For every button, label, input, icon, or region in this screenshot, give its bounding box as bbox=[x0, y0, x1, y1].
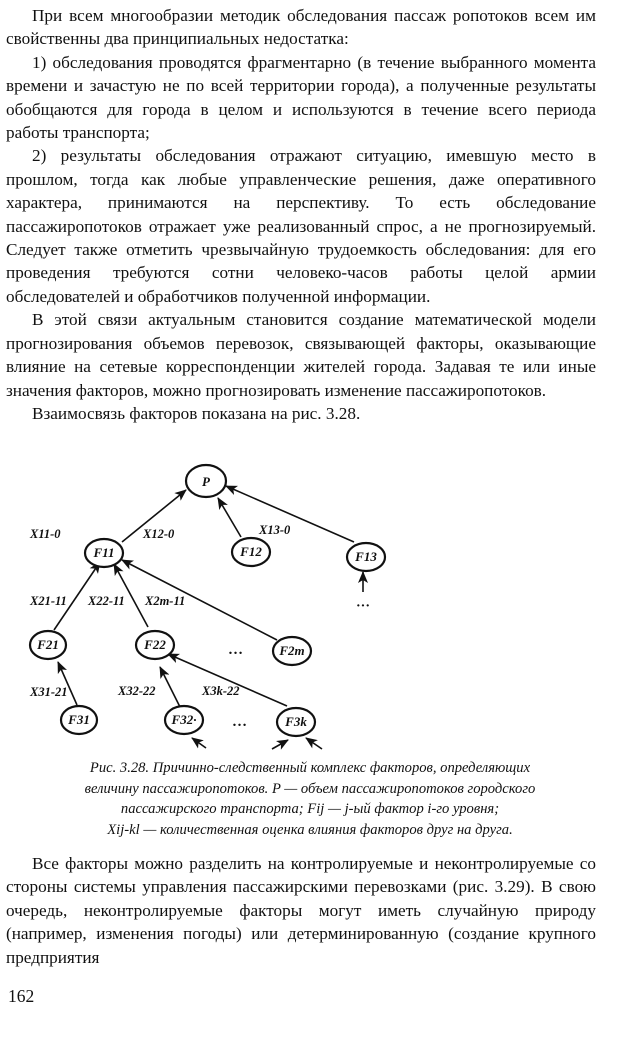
edge-label-x2m-11: X2m-11 bbox=[145, 594, 186, 608]
paragraph-2: 1) обследования проводятся фрагментарно (в течение выбранного момента времени и зачастую не по всей территории города), а полученные результаты обобщаются для города в целом и используются в течение всего периода работы транспорта; bbox=[6, 52, 596, 143]
paragraph-4: В этой связи актуальным становится создание математической модели прогнозирования объемов перевозок, связывающей факторы, оказывающие влияние на сетевые корреспонденции жителей города. Задавая те или иные значения факторов, можно прогнозировать изменение пассажиропотоков. bbox=[6, 310, 596, 400]
paragraph-6: Все факторы можно разделить на контролируемые и неконтролируемые со стороны системы управления пассажирскими перевозками (рис. 3.29). В свою очередь, неконтролируемые факторы могут иметь случайную природу (например, изменения погоды) или детерминированную (создание крупного предприятия bbox=[6, 854, 596, 967]
body-text-top bbox=[6, 4, 596, 425]
node-label-f21: F21 bbox=[37, 637, 59, 652]
node-label-p: P bbox=[202, 474, 210, 489]
ellipsis-level3: … bbox=[232, 714, 247, 730]
edge-in-f32 bbox=[192, 738, 206, 748]
node-label-f13: F13 bbox=[355, 549, 377, 564]
caption-line-1: Рис. 3.28. Причинно-следственный комплекс факторов, определяющих bbox=[89, 760, 531, 776]
edge-in-f3k-right bbox=[306, 738, 322, 749]
factor-diagram bbox=[0, 462, 624, 760]
edge-label-x3k-22: X3k-22 bbox=[202, 684, 240, 698]
edge-f32-f22 bbox=[160, 667, 180, 707]
caption-line-3: пассажирского транспорта; Fij — j-ый фактор i-го уровня; bbox=[120, 801, 500, 817]
node-label-f11: F11 bbox=[93, 545, 115, 560]
body-text-bottom bbox=[6, 852, 596, 969]
node-label-f31: F31 bbox=[68, 712, 90, 727]
caption-line-4: Xij-kl — количественная оценка влияния факторов друг на друга. bbox=[107, 821, 513, 838]
paragraph-5: Взаимосвязь факторов показана на рис. 3.28. bbox=[32, 403, 361, 423]
page-number: 162 bbox=[8, 986, 35, 1006]
node-label-f22: F22 bbox=[144, 637, 166, 652]
figure-caption bbox=[40, 758, 580, 840]
edge-label-x22-11: X22-11 bbox=[88, 594, 125, 608]
ellipsis-level2: … bbox=[228, 642, 243, 658]
edge-label-x32-22: X32-22 bbox=[118, 684, 156, 698]
more-dots-f13: ··· bbox=[356, 599, 371, 614]
caption-line-2: величину пассажиропотоков. P — объем пассажиропотоков городского bbox=[84, 780, 536, 797]
paragraph-1: При всем многообразии методик обследования пассаж ропотоков всем им свойственны два принципиальных недостатка: bbox=[6, 6, 596, 49]
edge-label-x31-21: X31-21 bbox=[30, 685, 68, 699]
edge-label-x21-11: X21-11 bbox=[30, 594, 67, 608]
node-label-f12: F12 bbox=[240, 544, 262, 559]
edge-in-f3k-left bbox=[272, 740, 288, 749]
edge-f3k-f22 bbox=[168, 654, 287, 706]
paragraph-3: 2) результаты обследования отражают ситуацию, имевшую место в прошлом, тогда как любые управленческие решения, даже оперативного характера, принимаются на перспективу. То есть обследование пассажиропотоков отражает уже реализованный спрос, а не прогнозируемый. Следует также отметить чрезвычайную трудоемкость обследования: для его проведения требуются сотни человеко-часов работы целой армии обследователей и обработчиков полученной информации. bbox=[6, 146, 596, 306]
edge-f12-p bbox=[218, 498, 241, 537]
edge-label-x13-0: X13-0 bbox=[259, 523, 291, 537]
edge-label-x11-0: X11-0 bbox=[30, 527, 61, 541]
node-label-f3k: F3k bbox=[285, 714, 307, 729]
node-label-f32: F32· bbox=[171, 712, 197, 727]
edge-label-x12-0: X12-0 bbox=[143, 527, 175, 541]
node-label-f2m: F2m bbox=[279, 643, 305, 658]
